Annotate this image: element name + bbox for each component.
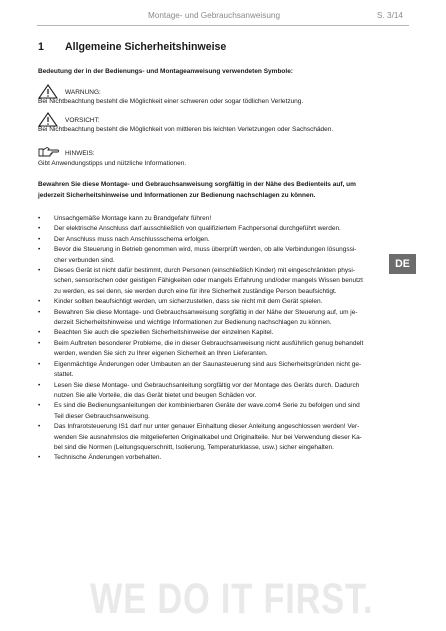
list-item-line: Bevor die Steuerung in Betrieb genommen wird, muss überprüft werden, ob alle Verbindungen lösungssi-	[54, 246, 357, 254]
list-item	[38, 453, 400, 463]
bullet-icon: •	[38, 402, 41, 410]
safety-bullet-list	[38, 214, 400, 464]
list-item-line: schen, sensorischen oder geistigen Fähigkeiten oder mangels Erfahrung und/oder mangels Wissen benutzt	[54, 277, 363, 285]
list-item-line: Beachten Sie auch die speziellen Sicherheitshinweise der einzelnen Kapitel.	[54, 329, 274, 337]
keep-note-line: Bewahren Sie diese Montage- und Gebrauchsanweisung sorgfältig in der Nähe des Bedienteils auf, um	[38, 181, 356, 188]
page-header	[0, 11, 446, 25]
bullet-icon: •	[38, 235, 41, 243]
caution-label: VORSICHT:	[65, 117, 100, 124]
pointing-hand-icon	[38, 146, 60, 157]
list-item-line: Technische Änderungen vorbehalten.	[54, 454, 162, 462]
bullet-icon: •	[38, 329, 41, 337]
list-item-line: Lesen Sie diese Montage- und Gebrauchsanleitung sorgfältig vor der Montage des Geräts durch. Dadurch	[54, 381, 360, 389]
caution-text: Bei Nichtbeachtung besteht die Möglichkeit von mittleren bis leichten Verletzungen oder Sachschäden.	[38, 126, 334, 133]
keep-note-line: jederzeit Sicherheitshinweise und Informationen zur Bedienung nachschlagen zu können.	[38, 191, 316, 199]
list-item-line: Beim Auftreten besonderer Probleme, die in dieser Gebrauchsanweisung nicht ausführlich genug behandelt	[54, 339, 364, 347]
section-title: Allgemeine Sicherheitshinweise	[65, 41, 227, 53]
list-item-line: nutzen Sie alle Vorteile, die das Gerät bietet und beugen Schäden vor.	[54, 391, 257, 399]
list-item	[38, 328, 400, 338]
header-divider	[37, 25, 409, 26]
list-item	[38, 245, 400, 266]
warning-text: Bei Nichtbeachtung besteht die Möglichkeit einer schweren oder sogar tödlichen Verletzung.	[38, 98, 304, 105]
list-item-line: werden, wenden Sie sich zu Ihrer eigenen Sicherheit an Ihren Lieferanten.	[54, 350, 268, 358]
list-item-line: stattet.	[54, 371, 74, 379]
warning-label: WARNUNG:	[65, 89, 101, 96]
list-item-line: Dieses Gerät ist nicht dafür bestimmt, durch Personen (einschließlich Kinder) mit eingeschränkten physi-	[54, 267, 355, 275]
list-item-line: wenden Sie ausnahmslos die mitgelieferten Originalkabel und Originalteile. Nur bei Verwendung dieser Ka-	[54, 433, 362, 441]
list-item-line: Unsachgemäße Montage kann zu Brandgefahr führen!	[54, 215, 212, 222]
bullet-icon: •	[38, 246, 41, 254]
bullet-icon: •	[38, 381, 41, 389]
list-item	[38, 235, 400, 245]
list-item-line: Der elektrische Anschluss darf ausschließlich von qualifiziertem Fachpersonal durchgeführt werden.	[54, 225, 341, 233]
section-number: 1	[38, 41, 44, 53]
keep-instructions-note	[38, 180, 410, 201]
list-item	[38, 224, 400, 234]
bullet-icon: •	[38, 423, 41, 431]
header-title: Montage- und Gebrauchsanweisung	[148, 11, 280, 20]
list-item-line: cher verbunden sind.	[54, 256, 115, 264]
note-text: Gibt Anwendungstipps und nützliche Informationen.	[38, 160, 187, 167]
list-item-line: derzeit Sicherheitshinweise und wichtige Informationen zur Bedienung nachschlagen zu können.	[54, 319, 332, 327]
footer-slogan: WE DO IT FIRST.	[90, 575, 374, 623]
bullet-icon: •	[38, 308, 41, 316]
bullet-icon: •	[38, 298, 41, 306]
bullet-icon: •	[38, 360, 41, 368]
list-item-line: zu werden, es sei denn, sie werden durch eine für ihre Sicherheit zuständige Person beaufsichtigt.	[54, 287, 337, 295]
list-item	[38, 214, 400, 224]
bullet-icon: •	[38, 225, 41, 233]
bullet-icon: •	[38, 215, 41, 222]
list-item-line: Der Anschluss muss nach Anschlussschema erfolgen.	[54, 235, 210, 243]
list-item-line: Das Infrarotsteuerung IS1 darf nur unter genauer Einhaltung dieser Anleitung angeschlossen werden! Ver-	[54, 423, 360, 431]
list-item-line: bel sind die Normen (Leitungsquerschnitt, Isolierung, Temperaturklasse, usw.) sicher eingehalten.	[54, 443, 334, 451]
list-item-line: Bewahren Sie diese Montage- und Gebrauchsanweisung sorgfältig in der Nähe der Steuerung auf, um je-	[54, 308, 358, 316]
page-number: S. 3/14	[377, 11, 403, 20]
bullet-icon: •	[38, 267, 41, 275]
bullet-icon: •	[38, 454, 41, 462]
list-item-line: Kinder sollten beaufsichtigt werden, um sicherzustellen, dass sie nicht mit dem Gerät spielen.	[54, 298, 323, 306]
list-item-line: Teil dieser Gebrauchsanweisung.	[54, 412, 150, 420]
list-item	[38, 360, 400, 381]
list-item	[38, 308, 400, 329]
list-item	[38, 266, 400, 297]
bullet-icon: •	[38, 339, 41, 347]
list-item	[38, 297, 400, 307]
list-item-line: Eigenmächtige Änderungen oder Umbauten an der Saunasteuerung sind aus Sicherheitsgründen nicht ge-	[54, 360, 362, 368]
list-item	[38, 401, 400, 422]
list-item	[38, 422, 400, 453]
section-heading	[38, 41, 226, 53]
list-item-line: Es sind die Bedienungsanleitungen der kombinierbaren Geräte der wave.com4 Serie zu befolgen und sind	[54, 402, 360, 410]
language-tab: DE	[389, 254, 416, 274]
symbols-heading: Bedeutung der in der Bedienungs- und Montageanweisung verwendeten Symbole:	[38, 68, 293, 75]
note-label: HINWEIS:	[65, 150, 95, 157]
list-item	[38, 381, 400, 402]
list-item	[38, 339, 400, 360]
